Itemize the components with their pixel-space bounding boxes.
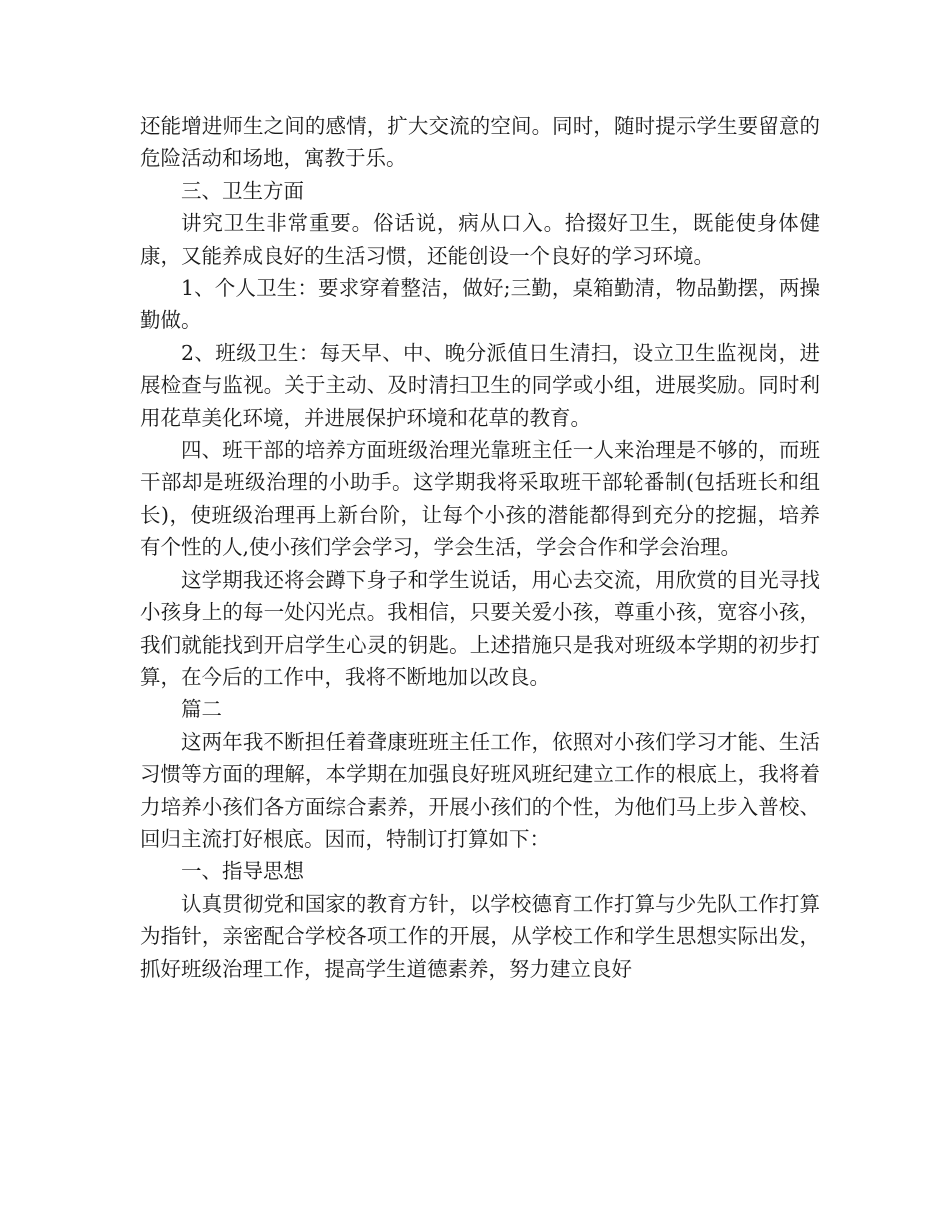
paragraph-1: 还能增进师生之间的感情，扩大交流的空间。同时，随时提示学生要留意的危险活动和场地，寓教于乐。 [140, 114, 820, 171]
paragraph-personal-hygiene: 1、个人卫生：要求穿着整洁，做好;三勤，桌箱勤清，物品勤摆，两操勤做。 [140, 276, 820, 333]
section-heading-hygiene: 三、卫生方面 [181, 178, 304, 203]
paragraph-semester-plan: 这学期我还将会蹲下身子和学生说话，用心去交流，用欣赏的目光寻找小孩身上的每一处闪光点。我相信，只要关爱小孩，尊重小孩，宽容小孩，我们就能找到开启学生心灵的钥匙。上述措施只是我对班级本学期的初步打算，在今后的工作中，我将不断地加以改良。 [140, 567, 820, 689]
paragraph-part-two-intro: 这两年我不断担任着聋康班班主任工作，依照对小孩们学习才能、生活习惯等方面的理解，本学期在加强良好班风班纪建立工作的根底上，我将着力培养小孩们各方面综合素养，开展小孩们的个性，为他们马上步入普校、回归主流打好根底。因而，特制订打算如下： [140, 729, 820, 851]
paragraph-class-hygiene: 2、班级卫生：每天早、中、晚分派值日生清扫，设立卫生监视岗，进展检查与监视。关于主动、及时清扫卫生的同学或小组，进展奖励。同时利用花草美化环境，并进展保护环境和花草的教育。 [140, 340, 820, 430]
paragraph-class-cadre: 四、班干部的培养方面班级治理光靠班主任一人来治理是不够的，而班干部却是班级治理的小助手。这学期我将采取班干部轮番制(包括班长和组长)，使班级治理再上新台阶，让每个小孩的潜能都得到充分的挖掘，培养有个性的人,使小孩们学会学习，学会生活，学会合作和学会治理。 [140, 438, 820, 560]
section-heading-guiding-thought: 一、指导思想 [181, 859, 304, 884]
section-heading-part-two: 篇二 [181, 697, 222, 722]
document-page [140, 110, 820, 985]
paragraph-hygiene-intro: 讲究卫生非常重要。俗话说，病从口入。拾掇好卫生，既能使身体健康，又能养成良好的生活习惯，还能创设一个良好的学习环境。 [140, 211, 820, 268]
paragraph-guiding-thought: 认真贯彻党和国家的教育方针，以学校德育工作打算与少先队工作打算为指针，亲密配合学校各项工作的开展，从学校工作和学生思想实际出发，抓好班级治理工作，提高学生道德素养，努力建立良好 [140, 891, 820, 981]
